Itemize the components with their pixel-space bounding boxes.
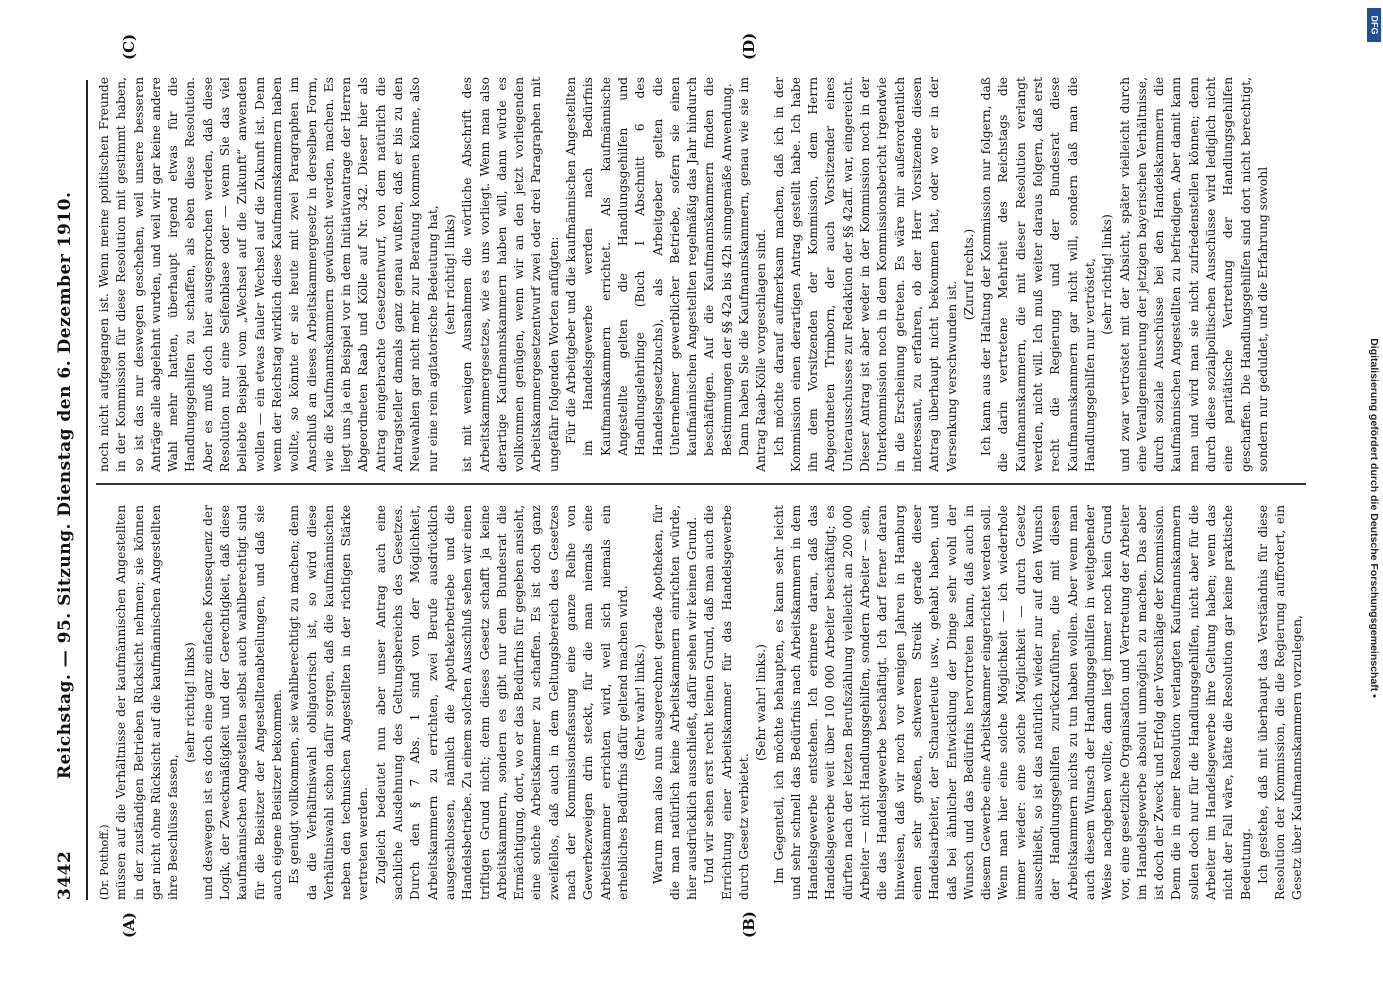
margin-marker-a: (A) — [120, 912, 138, 938]
digitization-credit — [1366, 48, 1382, 988]
margin-marker-b: (B) — [740, 911, 758, 938]
interjection: (sehr richtig! links) — [1100, 214, 1115, 335]
interjection: (Zuruf rechts.) — [961, 228, 976, 321]
paragraph: müssen auf die Verhältnisse der kaufmännischen Angestellten in der zuständigen Betrieben Rücksicht nehmen; sie können gar nicht ohne Rücksicht auf die kaufmännischen Angestellten ihre Beschlüsse fassen, — [114, 505, 181, 900]
paragraph: Warum man also nun ausgerechnet gerade Apotheken, für die man natürlich keine Arbeitskammern einrichten würde, hier ausdrücklich ausschließt, dafür sehen wir keinen Grund. — [650, 505, 700, 900]
paragraph: Dann haben Sie die Kaufmannskammern, genau wie sie im Antrag Raab-Kölle vorgeschlagen sind. — [736, 77, 769, 472]
paragraph: und deswegen ist es doch eine ganz einfache Konsequenz der Logik, der Zweckmäßigkeit und der Gerechtigkeit, daß diese kaufmännischen Angestellten selbst auch wahlberechtigt sind für die Beisitzer der Angestelltenabteilungen, und daß sie auch eigene Beisitzer bekommen. — [200, 505, 284, 900]
paragraph: ist mit wenigen Ausnahmen die wörtliche Abschrift des Arbeitskammergesetzes, wie es uns vorliegt. Wenn man also derartige Kaufmannskammern haben will, dann würde es vollkommen genügen, wenn wir an den jetzt vorliegenden Arbeitskammergesetzentwurf zwei oder drei Paragraphen mit ungefähr folgenden Worten anfügten: — [460, 77, 561, 472]
paragraph: Ich kann aus der Haltung der Kommission nur folgern, daß die darin vertretene Mehrheit des Reichstags die Kaufmannskammern, die mit dieser Resolution verlangt werden, nicht will. Ich muß weiter daraus folgern, daß erst recht die Regierung und der Bundesrat diese Kaufmannskammern gar nicht will, sondern daß man die Handlungsgehilfen nur vertröstet, — [979, 77, 1097, 472]
paragraph: Zugleich bedeutet nun aber unser Antrag auch eine sachliche Ausdehnung des Geltungsbereichs des Gesetzes. Durch den § 7 Abs. 1 sind von der Möglichkeit, Arbeitskammern zu errichten, zwei Berufe ausdrücklich ausgeschlossen, nämlich die Apothekerbetriebe und die Handelsbetriebe. Zu einem solchen Ausschluß sehen wir einen triftigen Grund nicht; denn dieses Gesetz schafft ja keine Arbeitskammern, sondern es gibt nur dem Bundesrat die Ermächtigung, dort, wo er das Bedürfnis für gegeben ansieht, eine solche Arbeitskammer zu schaffen. Es ist doch ganz zweifellos, daß auch in dem Geltungsbereich des Gesetzes nach der Kommissionsfassung eine ganze Reihe von Gewerbezweigen drin steckt, für die man niemals eine Arbeitskammer errichten wird, weil sich niemals ein erhebliches Bedürfnis dafür geltend machen wird. — [373, 505, 630, 900]
right-column — [96, 77, 1306, 472]
interjection: (Sehr wahr! links.) — [754, 644, 769, 761]
page-number: 3442 — [55, 850, 75, 900]
paragraph: Im Gegenteil, ich möchte behaupten, es kann sehr leicht und sehr schnell das Bedürfnis nach Arbeitskammern in dem Handelsgewerbe entstehen. Ich erinnere daran, daß das Handelsgewerbe weit über 100 000 Arbeiter beschäftigt; es dürften nach der letzten Berufszählung vielleicht an 200 000 Arbeiter — nicht Handlungsgehilfen, sondern Arbeiter — sein, die das Handelsgewerbe beschäftigt. Ich darf ferner daran hinweisen, daß wir noch vor wenigen Jahren in Hamburg einen sehr großen, schweren Streik gerade dieser Handelsarbeiter, der Schauerleute usw., gehabt haben, und daß bei ähnlicher Entwicklung der Dinge sehr wohl der Wunsch und das Bedürfnis hervortreten kann, daß auch in diesem Gewerbe eine Arbeitskammer eingerichtet werden soll. Wenn man hier eine solche Möglichkeit — ich wiederhole immer wieder: eine solche Möglichkeit — durch Gesetz ausschließt, so ist das natürlich wieder nur auf den Wunsch der Handlungsgehilfen zurückzuführen, die mit diesen Arbeitskammern nichts zu tun haben wollen. Aber wenn man auch diesem Wunsch der Handlungsgehilfen in weitgehender Weise nachgeben wollte, dann liegt immer noch kein Grund vor, eine gesetzliche Organisation und Vertretung der Arbeiter im Handelsgewerbe absolut unmöglich zu machen. Das aber ist doch der Zweck und Erfolg der Vorschläge der Kommission. Denn die in einer Resolution verlangten Kaufmannskammern sollen doch nur für die Handlungsgehilfen, nicht aber für die Arbeiter im Handelsgewerbe ihre Geltung haben; wenn das nicht der Fall wäre, hätte die Resolution gar keine praktische Bedeutung. — [771, 505, 1253, 900]
paragraph: noch nicht aufgegangen ist. Wenn meine politischen Freunde in der Kommission für diese Resolution mit gestimmt haben, so ist das nur deswegen geschehen, weil unsere besseren Anträge alle abgelehnt wurden, und weil wir gar keine andere Wahl mehr hatten, überhaupt irgend etwas für die Handlungsgehilfen zu schaffen, als eben diese Resolution. Aber es muß doch hier ausgesprochen werden, daß diese Resolution nur eine Seifenblase oder — wenn Sie das viel beliebte Beispiel vom „Wechsel auf die Zukunft“ anwenden wollen — ein etwas fauler Wechsel auf die Zukunft ist. Denn wenn der Reichstag wirklich diese Kaufmannskammern haben wollte, so könnte er sie heute mit zwei Paragraphen im Anschluß an dieses Arbeitskammergesetz in derselben Form, wie die Kaufmannskammern gewünscht werden, machen. Es liegt uns ja ein Beispiel vor in dem Initiativantrage der Herren Abgeordneten Raab und Kölle auf Nr. 342. Dieser hier als Antrag eingebrachte Gesetzentwurf, von dem natürlich die Antragsteller damals ganz genau wußten, daß er bis zu den Neuwahlen gar nicht mehr zur Beratung kommen könne, also nur eine rein agitatorische Bedeutung hat, — [97, 77, 440, 472]
paragraph: und zwar vertröstet mit der Absicht, später vielleicht durch eine Verallgemeinerung der jetzigen bayerischen Verhältnisse, durch soziale Ausschüsse bei den Handelskammern die kaufmännischen Angestellten zu befriedigen. Aber damit kann man und wird man sie nicht zufriedenstellen können; denn durch diese sozialpolitischen Ausschüsse wird lediglich nicht eine paritätische Vertretung der Handlungsgehilfen geschaffen. Die Handlungsgehilfen sind dort nicht berechtigt, sondern nur geduldet, und die Erfahrung sowohl — [1117, 77, 1270, 472]
speaker-name: (Dr. Potthoff.) — [98, 824, 111, 900]
interjection: (sehr richtig! links) — [183, 642, 198, 763]
column-separator — [96, 483, 1306, 485]
interjection: (Sehr wahr! links.) — [633, 644, 648, 761]
paragraph: Und wir sehen erst recht keinen Grund, daß man auch die Errichtung einer Arbeitskammer für das Handelsgewerbe durch Gesetz verbietet. — [702, 505, 751, 900]
paragraph: Ich gestehe, daß mit überhaupt das Verständnis für diese Resolution der Kommission, die die Regierung auffordert, ein Gesetz über Kaufmannskammern vorzulegen, — [1255, 505, 1305, 900]
margin-marker-c: (C) — [120, 33, 138, 60]
header-rule — [86, 80, 88, 900]
margin-marker-d: (D) — [740, 32, 758, 60]
left-column — [96, 505, 1306, 900]
paragraph: Ich möchte darauf aufmerksam machen, daß ich in der Kommission einen derartigen Antrag gestellt habe. Ich habe ihn dem Vorsitzenden der Kommission, dem Herrn Abgeordneten Trimborn, der auch Vorsitzender eines Unterausschusses zur Redaktion der §§ 42aff. war, eingereicht. Dieser Antrag ist aber weder in der Kommission noch in der Unterkommission noch in dem Kommissionsbericht irgendwie in die Erscheinung getreten. Es wäre mir außerordentlich interessant, zu erfahren, ob der Herr Vorsitzende diesen Antrag überhaupt nicht bekommen hat, oder wo er in der Versenkung verschwunden ist. — [771, 77, 959, 472]
credit-text: Digitalisierung gefördert durch die Deutsche Forschungsgemeinschaft • — [1368, 338, 1381, 698]
quoted-proposal: Für die Arbeitgeber und die kaufmännischen Angestellten im Handelsgewerbe werden nach Bedürfnis Kaufmannskammern errichtet. Als kaufmännische Angestellte gelten die Handlungsgehilfen und Handlungslehrlinge (Buch I Abschnitt 6 des Handelsgesetzbuchs), als Arbeitgeber gelten die Unternehmer gewerblicher Betriebe, sofern sie einen kaufmännischen Angestellten regelmäßig das Jahr hindurch beschäftigen. Auf die Kaufmannskammern finden die Bestimmungen der §§ 42a bis 42h sinngemäße Anwendung. — [564, 77, 734, 456]
page-header — [50, 80, 80, 900]
interjection: (sehr richtig! links) — [442, 214, 457, 335]
dfg-logo-text: DFG — [1369, 15, 1379, 35]
paragraph: Es genügt vollkommen, sie wahlberechtigt zu machen; denn da die Verhältniswahl obligatorisch ist, so wird diese Verhältniswahl schon dafür sorgen, daß die kaufmännischen neben den technischen Angestellten in der richtigen Stärke vertreten werden. — [287, 505, 371, 900]
dfg-logo — [1367, 8, 1381, 42]
session-title: Reichstag. — 95. Sitzung. Dienstag den 6. Dezember 1910. — [55, 191, 75, 780]
